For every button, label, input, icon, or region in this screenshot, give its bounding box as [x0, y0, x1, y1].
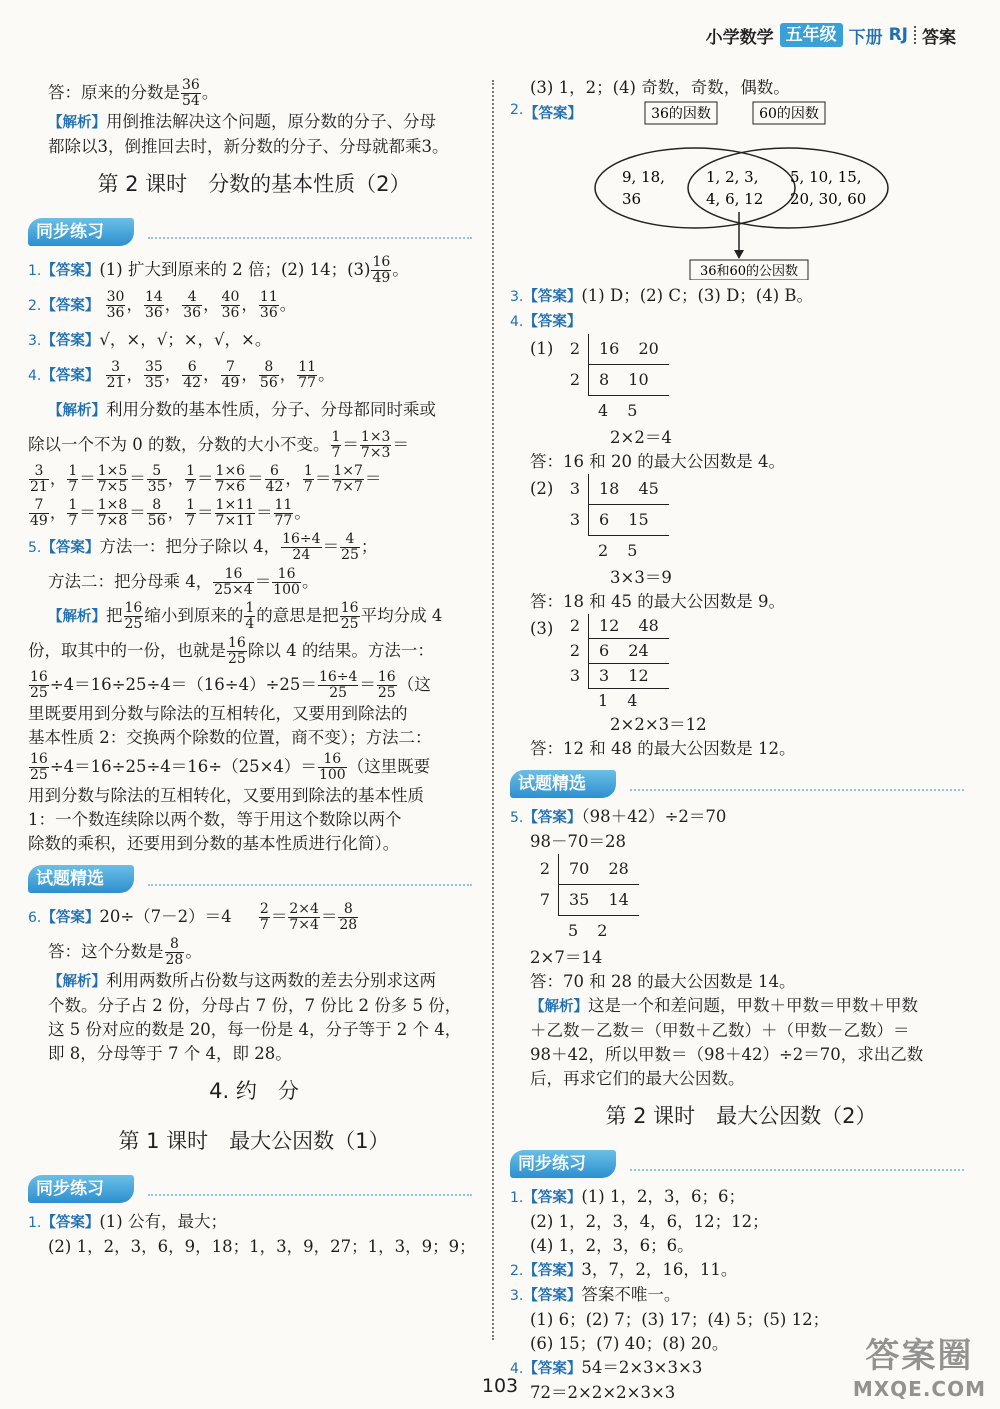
venn-left-values: 36: [622, 190, 642, 208]
page-number: 103: [481, 1375, 519, 1397]
q6-answer-line: 答：这个分数是 $\frac{8}{28}$ 。: [48, 936, 202, 968]
r5-division: [510, 854, 972, 946]
q4-equation-row: $\frac{3}{21}$ ， $\frac{1}{7}$ ＝ $\frac{1\times 5}{7\times 5}$ ＝ $\frac{5}{35}$ ， $\frac{1}{7}$ ＝ $\frac{1\times 6}{7\times 6}$ ＝ $\frac{6}{42}$ ， $\frac{1}{7}$ ＝ $\frac{1\times 7}{7\times 7}$ ＝: [30, 463, 382, 495]
q5-method-2: 方法二：把分母乘 4， $\frac{16}{25\times 4}$ ＝ $\frac{16}{100}$ 。: [48, 566, 319, 598]
top-analysis: 【解析】用倒推法解决这个问题，原分数的分子、分母: [48, 112, 436, 131]
section-4-title: 4. 约 分: [209, 1079, 299, 1103]
gcd2-question-2: 2.【答案】3，7，2，16，11。: [510, 1260, 738, 1279]
gcd2-question-3-line: (6) 15；(7) 40；(8) 20。: [530, 1334, 729, 1353]
header-section: 答案: [922, 27, 956, 48]
r-question-5: 5.【答案】（98＋42）÷2＝70: [510, 807, 727, 826]
lesson-title-gcd-1: 第 1 课时 最大公因数（1）: [118, 1129, 390, 1153]
gcd2-question-1-line: (4) 1，2，3，6；6。: [530, 1236, 694, 1255]
q6-analysis-cont: 个数。分子占 2 份，分母占 7 份，7 份比 2 份多 5 份，: [48, 996, 462, 1015]
q5-analysis-cont: $\frac{16}{25}$ ÷4＝16÷25÷4＝16÷（25×4）＝ $\frac{16}{100}$ （这里既要: [30, 751, 431, 783]
watermark-logo: 答案圈 MXQE.COM: [852, 1336, 986, 1401]
venn-common-values: 4, 6, 12: [706, 190, 764, 208]
q5-analysis-cont: 基本性质 2：交换两个除数的位置，商不变）；方法二：: [28, 728, 432, 747]
venn-common-values: 1, 2, 3,: [706, 168, 759, 186]
q5-analysis-cont: $\frac{16}{25}$ ÷4＝16÷25÷4＝（16÷4）÷25＝ $\frac{16\div 4}{25}$ ＝ $\frac{16}{25}$ （这: [30, 669, 431, 701]
q5-analysis-cont: 用到分数与除法的互相转化，又要用到除法的基本性质: [28, 786, 424, 805]
venn-left-label: 36的因数: [651, 106, 711, 122]
r5-analysis-cont: ＋乙数－乙数＝（甲数＋乙数）＋（甲数－乙数）＝: [530, 1021, 910, 1040]
q5-analysis-cont: 除数的乘积，还要用到分数的基本性质进行化简）。: [28, 834, 400, 853]
gcd2-question-1: 1.【答案】(1) 1，2，3，6；6；: [510, 1187, 745, 1206]
page-header: [706, 20, 956, 50]
venn-left-values: 9, 18,: [622, 168, 665, 186]
q4-analysis: 【解析】利用分数的基本性质，分子、分母都同时乘或: [48, 400, 436, 419]
r5-analysis-cont: 98＋42，所以甲数＝（98＋42）÷2＝70，求出乙数: [530, 1045, 924, 1064]
r5-calc: 2×7＝14: [530, 948, 603, 967]
venn-block: 2. 【答案】 36的因数 60的因数 9, 18, 36 1, 2, 3, 4, 6, 12 5, 10, 15, 20, 30, 60 36和60的公因数: [510, 100, 972, 284]
short-division: 3 18 45 3 6 15 2 5: [560, 474, 669, 566]
venn-right-circle: [688, 148, 888, 228]
header-grade-badge: 五年级: [780, 23, 843, 47]
r-line-0: (3) 1，2；(4) 奇数，奇数，偶数。: [530, 78, 790, 97]
practice-banner: 同步练习: [510, 1147, 972, 1181]
question-3-answer: 3.【答案】√，×，√；×，√，×。: [28, 330, 272, 349]
q6-analysis-cont: 即 8，分母等于 7 个 4，即 28。: [48, 1044, 292, 1063]
lesson-title-gcd-2: 第 2 课时 最大公因数（2）: [605, 1104, 877, 1128]
question-2-answer: 2.【答案】 $\frac{30}{36}$ ， $\frac{14}{36}$ ， $\frac{4}{36}$ ， $\frac{40}{36}$ ， $\frac{11}{36}$ 。: [28, 289, 297, 321]
question-1-answer: 1.【答案】(1) 扩大到原来的 2 倍；(2) 14；(3) $\frac{16}{49}$ 。: [28, 254, 409, 286]
question-5-answer: 5.【答案】方法一：把分子除以 4， $\frac{16\div 4}{24}$ ＝ $\frac{4}{25}$ ；: [28, 531, 378, 563]
r-question-3: 3.【答案】(1) D；(2) C；(3) D；(4) B。: [510, 286, 814, 305]
short-division: 2 12 48 2 6 24 3 3 12 1 4: [560, 614, 669, 713]
header-edition: RJ: [888, 25, 908, 45]
r5-answer: 答：70 和 28 的最大公因数是 14。: [530, 972, 796, 991]
practice-banner: 同步练习: [28, 1172, 480, 1206]
column-divider: [492, 80, 494, 1340]
q6-analysis: 【解析】利用两数所占份数与这两数的差去分别求这两: [48, 971, 436, 990]
venn-right-label: 60的因数: [759, 106, 819, 122]
lesson-title-fraction-property: 第 2 课时 分数的基本性质（2）: [97, 172, 411, 196]
venn-left-circle: [595, 148, 795, 228]
selected-banner: 试题精选: [28, 862, 480, 896]
gcd1-question-1: 1.【答案】(1) 公有，最大；: [28, 1212, 227, 1231]
top-analysis-cont: 都除以3，倒推回去时，新分数的分子、分母就都乘3。: [48, 137, 449, 156]
venn-right-values: 5, 10, 15,: [790, 168, 862, 186]
r-question-4: 4.【答案】: [510, 314, 582, 330]
practice-banner: 同步练习: [28, 215, 480, 249]
gcd2-question-3-line: (1) 6；(2) 7；(3) 17；(4) 5；(5) 12；: [530, 1310, 830, 1329]
top-answer: 答：原来的分数是 $\frac{36}{54}$ 。: [48, 77, 219, 109]
q5-analysis: 【解析】把 $\frac{16}{25}$ 缩小到原来的 $\frac{1}{4}$ 的意思是把 $\frac{16}{25}$ 平均分成 4: [48, 600, 443, 632]
venn-bottom-label: 36和60的公因数: [699, 264, 799, 279]
header-volume: 下册: [848, 27, 883, 48]
q6-analysis-cont: 这 5 份对应的数是 20，每一份是 4，分子等于 2 个 4，: [48, 1020, 462, 1039]
question-6-answer: 6.【答案】20÷（7－2）＝4 $\frac{2}{7}$ ＝ $\frac{2\times 4}{7\times 4}$ ＝ $\frac{8}{28}$: [28, 901, 358, 933]
gcd2-question-4-line: 72＝2×2×2×3×3: [530, 1383, 676, 1402]
q4-analysis-cont: 除以一个不为 0 的数，分数的大小不变。 $\frac{1}{7}$ ＝ $\frac{1\times 3}{7\times 3}$ ＝: [28, 429, 409, 461]
q5-analysis-cont: 份，取其中的一份，也就是 $\frac{16}{25}$ 除以 4 的结果。方法一：: [28, 635, 434, 667]
r5-calc: 98－70＝28: [530, 832, 626, 851]
r4-part-3: (3) 2 12 48 2 6 24 3 3 12 1 4 2×2×3＝12 答：12 和 48 的最大公因数是 12。: [530, 616, 796, 758]
fraction: $\frac{36}{54}$: [182, 77, 200, 109]
gcd2-question-3: 3.【答案】答案不唯一。: [510, 1285, 681, 1304]
question-4-answer: 4.【答案】 $\frac{3}{21}$ ， $\frac{35}{35}$ ， $\frac{6}{42}$ ， $\frac{7}{49}$ ， $\frac{8}{56}$ ， $\frac{11}{77}$ 。: [28, 359, 335, 391]
short-division: 2 70 28 7 35 14 5 2: [530, 854, 639, 946]
r4-part-2: (2) 3 18 45 3 6 15 2 5 3×3＝9 答：18 和 45 的最大公因数是 9。: [510, 474, 972, 614]
header-separator: [914, 26, 916, 44]
left-column: [28, 76, 480, 1259]
gcd2-question-4: 4.【答案】54＝2×3×3×3: [510, 1358, 703, 1377]
gcd1-question-1-line2: (2) 1，2，3，6，9，18；1，3，9，27；1，3，9；9；: [48, 1237, 476, 1256]
r5-analysis: 【解析】这是一个和差问题，甲数＋甲数＝甲数＋甲数: [530, 996, 918, 1015]
gcd2-question-1-line: (2) 1，2，3，4，6，12；12；: [530, 1212, 769, 1231]
venn-arrow-head: [734, 250, 744, 259]
header-subject: 小学数学: [705, 27, 774, 48]
right-column: [510, 76, 972, 1405]
r4-part-1: (1) 2 16 20 2 8 10 4 5 2×2＝4 答：16 和 20 的最大公因数是 4。: [510, 334, 972, 474]
r5-analysis-cont: 后，再求它们的最大公因数。: [530, 1069, 745, 1088]
venn-diagram: [510, 100, 972, 280]
q4-equation-row: $\frac{7}{49}$ ， $\frac{1}{7}$ ＝ $\frac{1\times 8}{7\times 8}$ ＝ $\frac{8}{56}$ ， $\frac{1}{7}$ ＝ $\frac{1\times 11}{7\times 11}$ ＝ $\frac{11}{77}$ 。: [30, 497, 311, 529]
short-division: 2 16 20 2 8 10 4 5: [560, 334, 669, 426]
venn-right-values: 20, 30, 60: [790, 190, 867, 208]
q5-analysis-cont: 1：一个数连续除以两个数，等于用这个数除以两个: [28, 810, 402, 829]
q5-analysis-cont: 里既要用到分数与除法的互相转化，又要用到除法的: [28, 704, 408, 723]
selected-banner: 试题精选: [510, 767, 972, 801]
